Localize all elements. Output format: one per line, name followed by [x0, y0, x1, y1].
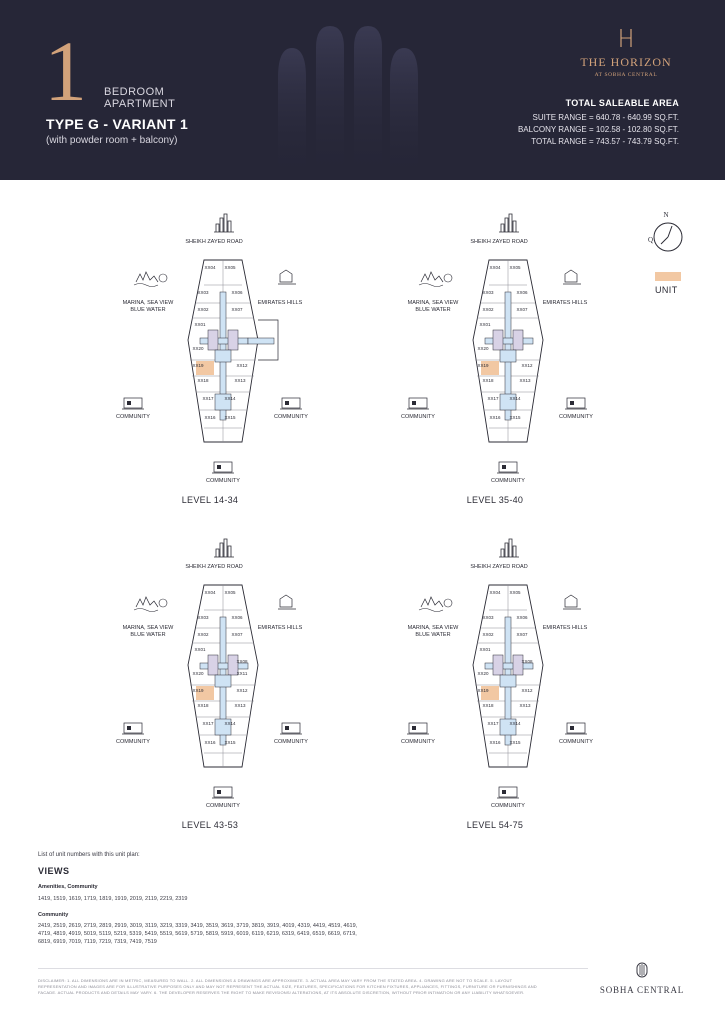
skyline-icon [499, 539, 519, 557]
unit-label-14: XX14 [224, 721, 236, 726]
unit-label-12: XX12 [521, 363, 533, 368]
unit-label-17: XX17 [202, 396, 214, 401]
emirates-hills-icon [563, 270, 581, 284]
floor-plan-drawing [116, 210, 308, 490]
unit-label-16: XX16 [489, 415, 501, 420]
lift-core [493, 655, 503, 675]
lift-core [208, 330, 218, 350]
community-label: COMMUNITY [559, 414, 593, 420]
unit-label-20: XX20 [192, 671, 204, 676]
bedroom-label [104, 86, 175, 110]
unit-label-19: XX19 [477, 688, 489, 693]
emirates-hills-icon [563, 595, 581, 609]
footer-brand-name: SOBHA CENTRAL [599, 985, 685, 995]
disclaimer-line2: REPRESENTATION AND IMAGES ARE FOR ILLUSTRATIVE PURPOSES ONLY AND MAY NOT REPRESENT THE ACTUAL SIZE, FEATURES, SPECIFICATIONS FOR KITCHEN FIXTURES, APPLIANCES, FITTINGS, FURNITURE OR FURNISHINGS AND [38, 984, 537, 989]
community-icon [565, 398, 587, 409]
lift-core [208, 655, 218, 675]
marina-icon [134, 272, 167, 287]
unit-label-17: XX17 [202, 721, 214, 726]
community-icon [212, 462, 234, 473]
west-view-label-line1: MARINA, SEA VIEW [407, 300, 459, 306]
unit-label-18: XX18 [482, 378, 494, 383]
west-view-label-line1: MARINA, SEA VIEW [122, 300, 174, 306]
unit-label-15: XX15 [224, 415, 236, 420]
unit-label-19: XX19 [192, 363, 204, 368]
floor-plan-2 [401, 210, 593, 510]
unit-label-04: XX04 [204, 265, 216, 270]
plan-level-label: LEVEL 54-75 [466, 820, 524, 830]
brand-sub: AT SOBHA CENTRAL [594, 72, 658, 78]
community-icon [565, 723, 587, 734]
west-view-label-line1: MARINA, SEA VIEW [407, 625, 459, 631]
community-icon [122, 398, 144, 409]
unit-label-05: XX05 [224, 590, 236, 595]
community-label: COMMUNITY [206, 478, 240, 484]
unit-label-02: XX02 [482, 307, 494, 312]
sobha-logo-icon [636, 962, 648, 978]
bedroom-count: 1 [44, 23, 87, 119]
brand-name: THE HORIZON [580, 55, 672, 69]
marina-icon [134, 597, 167, 612]
north-road-label: SHEIKH ZAYED ROAD [185, 239, 243, 245]
community-label: COMMUNITY [274, 739, 308, 745]
unit-label-01: XX01 [479, 647, 491, 652]
type-subtitle: (with powder room + balcony) [46, 135, 178, 146]
unit-label-04: XX04 [489, 265, 501, 270]
unit-label-16: XX16 [204, 740, 216, 745]
unit-label-07: XX07 [231, 307, 243, 312]
unit-label-04: XX04 [204, 590, 216, 595]
marina-icon [419, 597, 452, 612]
views-title: VIEWS [38, 866, 70, 876]
unit-label-17: XX17 [487, 721, 499, 726]
unit-label-04: XX04 [489, 590, 501, 595]
unit-label-08: XX08 [521, 659, 533, 664]
community-icon [497, 787, 519, 798]
balcony-range: BALCONY RANGE = 102.58 - 102.80 SQ.FT. [517, 125, 679, 134]
unit-label-05: XX05 [509, 590, 521, 595]
decorative-arches [272, 18, 422, 180]
community-label: COMMUNITY [491, 478, 525, 484]
community-icon [407, 723, 429, 734]
unit-label-02: XX02 [197, 632, 209, 637]
unit-label-01: XX01 [479, 322, 491, 327]
header [0, 0, 725, 180]
group-community-units [38, 922, 688, 946]
lift-core [493, 330, 503, 350]
group-community-title: Community [38, 912, 69, 918]
community-label: COMMUNITY [116, 414, 150, 420]
community-icon [212, 787, 234, 798]
north-road-label: SHEIKH ZAYED ROAD [185, 564, 243, 570]
unit-label-18: XX18 [197, 378, 209, 383]
floor-plan-4 [401, 535, 593, 835]
floor-plan-drawing [401, 210, 593, 490]
west-view-label-line2: BLUE WATER [130, 632, 166, 638]
west-view-label-line2: BLUE WATER [415, 632, 451, 638]
group-community-units-line3: 6819, 6919, 7019, 7119, 7219, 7319, 7419, 7519 [38, 939, 157, 945]
group-community-units-line1: 2419, 2519, 2619, 2719, 2819, 2919, 3019, 3119, 3219, 3319, 3419, 3519, 3619, 3719, 3819, 3919, 4019, 4319, 4419, 4519, 4619, [38, 923, 358, 929]
group-amenities-title: Amenities, Community [38, 884, 98, 890]
plan-level-label: LEVEL 14-34 [181, 495, 239, 505]
marina-icon [419, 272, 452, 287]
unit-label-14: XX14 [509, 396, 521, 401]
unit-label-15: XX15 [509, 415, 521, 420]
unit-label-13: XX13 [519, 378, 531, 383]
unit-label-18: XX18 [482, 703, 494, 708]
unit-label-03: XX03 [482, 290, 494, 295]
community-label: COMMUNITY [116, 739, 150, 745]
community-icon [407, 398, 429, 409]
unit-label-14: XX14 [509, 721, 521, 726]
community-icon [497, 462, 519, 473]
community-label: COMMUNITY [559, 739, 593, 745]
disclaimer-line3: FACADE. ACTUAL PRODUCTS AND DETAILS MAY VARY. 6. THE DEVELOPER RESERVES THE RIGHT TO MAKE REVISIONS/ ALTERATIONS, AT ITS ABSOLUTE DISCRETION, WITHOUT PRIOR INTIMATION OR ANY LIABILITY WHATSOEVER. [38, 990, 525, 995]
unit-label-06: XX06 [516, 615, 528, 620]
unit-label-03: XX03 [197, 615, 209, 620]
unit-label-05: XX05 [224, 265, 236, 270]
disclaimer-line1: DISCLAIMER: 1. ALL DIMENSIONS ARE IN METRIC, MEASURED TO WALL. 2. ALL DIMENSIONS & DRAWINGS ARE APPROXIMATE. 3. ACTUAL AREA MAY VARY FROM THE STATED AREA. 4. DRAWING ARE NOT TO SCALE. 5. LAYOUT [38, 978, 513, 983]
unit-label-06: XX06 [231, 615, 243, 620]
west-view-label-line2: BLUE WATER [415, 307, 451, 313]
skyline-icon [214, 539, 234, 557]
skyline-icon [499, 214, 519, 232]
community-icon [122, 723, 144, 734]
unit-label-20: XX20 [477, 671, 489, 676]
footer-divider [38, 968, 588, 969]
west-view-label-line2: BLUE WATER [130, 307, 166, 313]
group-amenities-units: 1419, 1519, 1619, 1719, 1819, 1919, 2019, 2119, 2219, 2319 [38, 896, 188, 902]
east-view-label: EMIRATES HILLS [257, 625, 303, 631]
floor-plan-3 [116, 535, 308, 835]
floor-plan-1 [116, 210, 308, 510]
unit-label-16: XX16 [489, 740, 501, 745]
unit-label-12: XX12 [521, 688, 533, 693]
unit-label-13: XX13 [519, 703, 531, 708]
unit-label-07: XX07 [231, 632, 243, 637]
floor-plan-drawing [116, 535, 308, 815]
compass-icon [645, 210, 687, 256]
community-label: COMMUNITY [401, 414, 435, 420]
unit-label-03: XX03 [482, 615, 494, 620]
community-label: COMMUNITY [274, 414, 308, 420]
unit-label-16: XX16 [204, 415, 216, 420]
unit-label-18: XX18 [197, 703, 209, 708]
plan-level-label: LEVEL 35-40 [466, 495, 524, 505]
list-intro: List of unit numbers with this unit plan: [38, 852, 140, 858]
footer-brand [596, 962, 688, 995]
brand-logo [568, 28, 684, 78]
community-icon [280, 723, 302, 734]
unit-label-11: XX11 [236, 671, 248, 676]
unit-label-02: XX02 [197, 307, 209, 312]
north-road-label: SHEIKH ZAYED ROAD [470, 564, 528, 570]
group-community-units-line2: 4719, 4819, 4919, 5019, 5119, 5219, 5319, 5419, 5519, 5619, 5719, 5819, 5919, 6019, 6119, 6219, 6319, 6419, 6519, 6619, 6719, [38, 931, 357, 937]
unit-label-06: XX06 [231, 290, 243, 295]
unit-label-08: XX08 [236, 659, 248, 664]
community-label: COMMUNITY [491, 803, 525, 809]
east-view-label: EMIRATES HILLS [542, 625, 588, 631]
horizon-logo-icon [618, 28, 634, 48]
bedroom-label-line2: APARTMENT [104, 98, 176, 110]
unit-label-20: XX20 [192, 346, 204, 351]
unit-label-03: XX03 [197, 290, 209, 295]
west-view-label-line1: MARINA, SEA VIEW [122, 625, 174, 631]
suite-range: SUITE RANGE = 640.78 - 640.99 SQ.FT. [532, 113, 679, 122]
unit-label-15: XX15 [224, 740, 236, 745]
unit-label-19: XX19 [192, 688, 204, 693]
type-title: TYPE G - VARIANT 1 [46, 116, 189, 132]
total-range: TOTAL RANGE = 743.57 - 743.79 SQ.FT. [531, 137, 679, 146]
unit-label-13: XX13 [234, 703, 246, 708]
unit-label-12: XX12 [236, 688, 248, 693]
compass-north: N [663, 211, 669, 219]
community-icon [280, 398, 302, 409]
unit-label-01: XX01 [194, 322, 206, 327]
east-view-label: EMIRATES HILLS [257, 300, 303, 306]
area-block [518, 98, 679, 148]
unit-label-07: XX07 [516, 307, 528, 312]
bedroom-label-line1: BEDROOM [104, 86, 165, 98]
unit-label-19: XX19 [477, 363, 489, 368]
disclaimer [38, 978, 588, 996]
unit-label-02: XX02 [482, 632, 494, 637]
floor-plan-drawing [401, 535, 593, 815]
north-road-label: SHEIKH ZAYED ROAD [470, 239, 528, 245]
unit-label-05: XX05 [509, 265, 521, 270]
unit-label-01: XX01 [194, 647, 206, 652]
emirates-hills-icon [278, 595, 296, 609]
unit-legend-label: UNIT [655, 285, 678, 295]
area-title: TOTAL SALEABLE AREA [565, 98, 679, 108]
unit-label-12: XX12 [236, 363, 248, 368]
unit-label-20: XX20 [477, 346, 489, 351]
unit-label-14: XX14 [224, 396, 236, 401]
compass-west: Q [648, 236, 654, 244]
skyline-icon [214, 214, 234, 232]
east-view-label: EMIRATES HILLS [542, 300, 588, 306]
plan-level-label: LEVEL 43-53 [181, 820, 239, 830]
emirates-hills-icon [278, 270, 296, 284]
unit-label-06: XX06 [516, 290, 528, 295]
unit-legend-swatch [655, 272, 681, 281]
community-label: COMMUNITY [206, 803, 240, 809]
unit-label-17: XX17 [487, 396, 499, 401]
unit-label-15: XX15 [509, 740, 521, 745]
unit-label-07: XX07 [516, 632, 528, 637]
community-label: COMMUNITY [401, 739, 435, 745]
unit-label-13: XX13 [234, 378, 246, 383]
